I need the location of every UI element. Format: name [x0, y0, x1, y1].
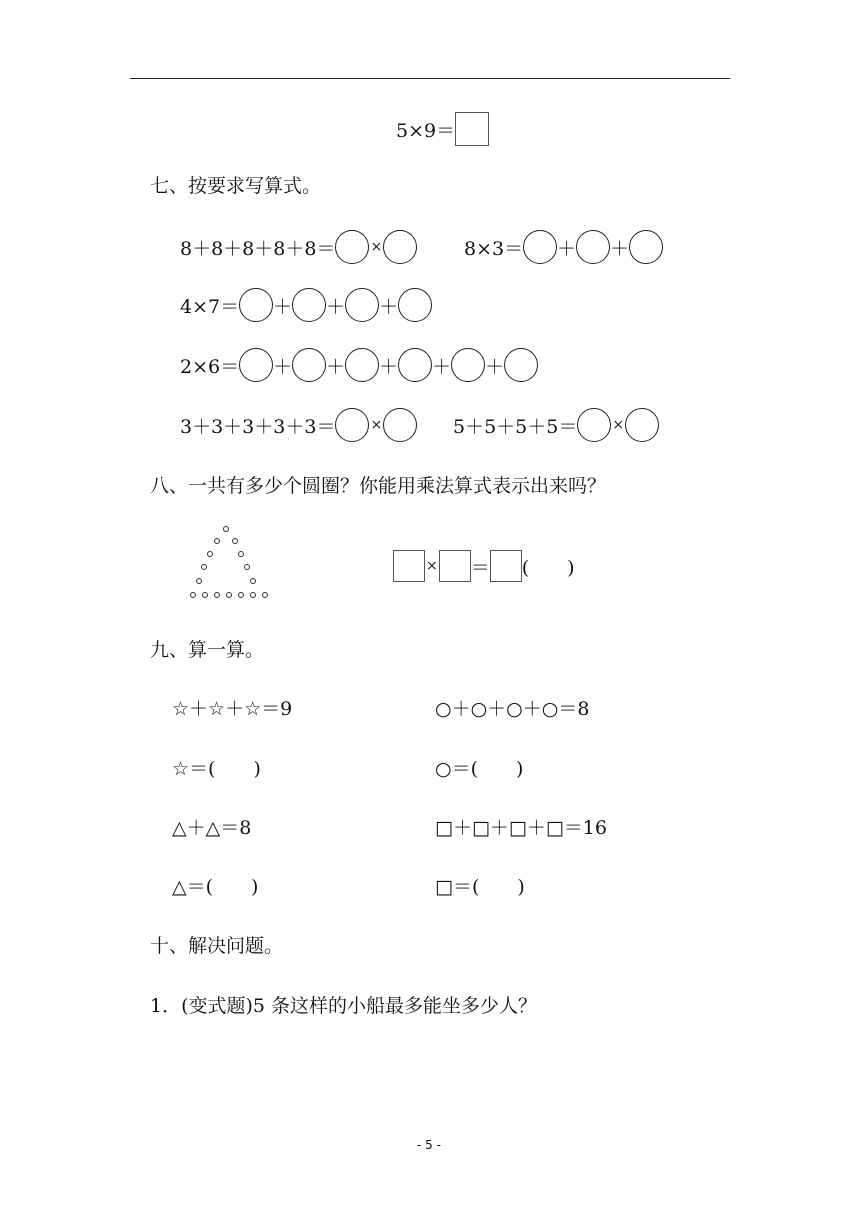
section10-heading: 十、解决问题。	[150, 935, 284, 957]
s9-answer-line[interactable]: △＝( )	[172, 876, 259, 898]
plus-sign: ＋	[326, 295, 346, 318]
answer-box[interactable]	[439, 550, 471, 582]
times-sign: ×	[370, 239, 383, 255]
s7-row3-expr: 2×6＝	[180, 355, 240, 378]
small-circle-icon	[238, 592, 244, 598]
answer-circle[interactable]	[577, 408, 611, 442]
times-sign: ×	[370, 417, 383, 433]
answer-box[interactable]	[490, 550, 522, 582]
s7-row1a	[180, 230, 417, 264]
small-circle-icon	[196, 578, 202, 584]
s9-line: ☆＋☆＋☆＝9	[172, 698, 293, 720]
small-circle-icon	[238, 551, 244, 557]
answer-circle[interactable]	[345, 288, 379, 322]
times-sign: ×	[426, 558, 438, 574]
top-equation-expr: 5×9＝	[396, 119, 456, 142]
s9-line: ○＋○＋○＋○＝8	[435, 698, 590, 720]
s9-answer-line[interactable]: □＝( )	[435, 876, 525, 898]
answer-circle[interactable]	[239, 348, 273, 382]
problem-1: 1．(变式题)5 条这样的小船最多能坐多少人？	[150, 995, 538, 1017]
s7-row4b	[453, 408, 659, 442]
small-circle-icon	[262, 592, 268, 598]
s7-row3	[180, 348, 538, 382]
answer-circle[interactable]	[576, 230, 610, 264]
answer-box[interactable]	[393, 550, 425, 582]
s9-line: □＋□＋□＋□＝16	[435, 817, 607, 839]
equals-sign: ＝	[470, 556, 490, 579]
s7-row4a	[180, 408, 417, 442]
plus-sign: ＋	[326, 355, 346, 378]
plus-sign: ＋	[610, 237, 630, 260]
s7-row2-expr: 4×7＝	[180, 295, 240, 318]
small-circle-icon	[201, 564, 207, 570]
s7-row1b-expr: 8×3＝	[464, 237, 524, 260]
small-circle-icon	[226, 592, 232, 598]
answer-circle[interactable]	[292, 288, 326, 322]
answer-circle[interactable]	[625, 408, 659, 442]
s8-equation	[393, 550, 575, 582]
plus-sign: ＋	[379, 355, 399, 378]
plus-sign: ＋	[379, 295, 399, 318]
small-circle-icon	[244, 564, 250, 570]
small-circle-icon	[232, 538, 238, 544]
section8-heading: 八、一共有多少个圆圈？你能用乘法算式表示出来吗？	[150, 475, 607, 497]
answer-circle[interactable]	[629, 230, 663, 264]
s9-line: △＋△＝8	[172, 817, 252, 839]
answer-circle[interactable]	[398, 288, 432, 322]
header-rule	[130, 78, 730, 79]
top-equation	[396, 112, 489, 146]
answer-paren[interactable]: ( )	[521, 556, 575, 579]
small-circle-icon	[250, 578, 256, 584]
s7-row1b	[464, 230, 663, 264]
answer-circle[interactable]	[383, 408, 417, 442]
times-sign: ×	[612, 417, 625, 433]
plus-sign: ＋	[485, 355, 505, 378]
answer-circle[interactable]	[335, 408, 369, 442]
section7-heading: 七、按要求写算式。	[150, 175, 322, 197]
plus-sign: ＋	[557, 237, 577, 260]
answer-circle[interactable]	[383, 230, 417, 264]
page-number: - 5 -	[417, 1138, 441, 1152]
answer-circle[interactable]	[504, 348, 538, 382]
section9-heading: 九、算一算。	[150, 639, 265, 661]
answer-circle[interactable]	[345, 348, 379, 382]
answer-circle[interactable]	[335, 230, 369, 264]
s9-answer-line[interactable]: ☆＝( )	[172, 758, 261, 780]
small-circle-icon	[223, 526, 229, 532]
s7-row4a-expr: 3＋3＋3＋3＋3＝	[180, 415, 336, 438]
plus-sign: ＋	[273, 355, 293, 378]
small-circle-icon	[202, 592, 208, 598]
circle-triangle-figure	[186, 522, 270, 604]
s7-row2	[180, 288, 432, 322]
plus-sign: ＋	[273, 295, 293, 318]
answer-circle[interactable]	[398, 348, 432, 382]
small-circle-icon	[190, 592, 196, 598]
small-circle-icon	[207, 551, 213, 557]
s7-row1a-expr: 8＋8＋8＋8＋8＝	[180, 237, 336, 260]
small-circle-icon	[214, 592, 220, 598]
answer-circle[interactable]	[451, 348, 485, 382]
answer-circle[interactable]	[239, 288, 273, 322]
small-circle-icon	[250, 592, 256, 598]
s7-row4b-expr: 5＋5＋5＋5＝	[453, 415, 578, 438]
answer-box[interactable]	[455, 112, 489, 146]
plus-sign: ＋	[432, 355, 452, 378]
answer-circle[interactable]	[292, 348, 326, 382]
s9-answer-line[interactable]: ○＝( )	[435, 758, 524, 780]
answer-circle[interactable]	[523, 230, 557, 264]
small-circle-icon	[214, 538, 220, 544]
